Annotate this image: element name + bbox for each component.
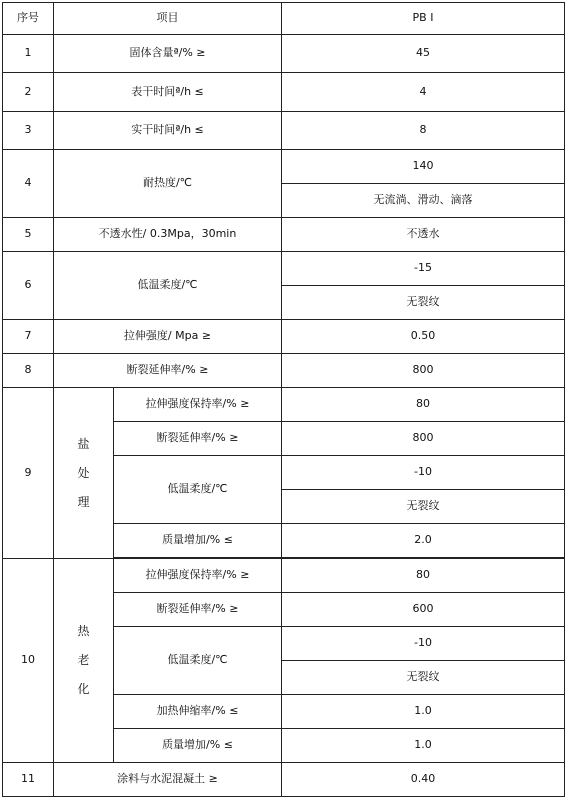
row-no: 6	[3, 252, 54, 320]
row-no: 2	[3, 73, 54, 112]
header-no: 序号	[3, 3, 54, 35]
sub-value: 600	[282, 593, 565, 627]
row-value: 不透水	[282, 218, 565, 252]
sub-value: 无裂纹	[282, 661, 565, 695]
row-item: 固体含量ª/% ≥	[54, 35, 282, 73]
row-no: 5	[3, 218, 54, 252]
row-no: 1	[3, 35, 54, 73]
table-row	[3, 112, 565, 150]
row-item: 拉伸强度/ Mpa ≥	[54, 320, 282, 354]
sub-item: 拉伸强度保持率/% ≥	[114, 388, 282, 422]
header-item: 项目	[54, 3, 282, 35]
table-row	[3, 320, 565, 354]
table-row	[3, 388, 565, 422]
row-no: 8	[3, 354, 54, 388]
row-value: -15	[282, 252, 565, 286]
row-item: 耐热度/℃	[54, 150, 282, 218]
row-item: 低温柔度/℃	[54, 252, 282, 320]
row-no: 11	[3, 763, 54, 797]
row-value: 无流淌、滑动、滴落	[282, 184, 565, 218]
sub-value: 无裂纹	[282, 490, 565, 524]
sub-value: 800	[282, 422, 565, 456]
row-value: 4	[282, 73, 565, 112]
row-no: 10	[3, 559, 54, 763]
sub-value: 1.0	[282, 695, 565, 729]
row-item: 断裂延伸率/% ≥	[54, 354, 282, 388]
row-value: 140	[282, 150, 565, 184]
row-item: 不透水性/ 0.3Mpa，30min	[54, 218, 282, 252]
sub-item: 加热伸缩率/% ≤	[114, 695, 282, 729]
sub-item: 低温柔度/℃	[114, 456, 282, 524]
row-no: 3	[3, 112, 54, 150]
sub-item: 低温柔度/℃	[114, 627, 282, 695]
spec-table	[2, 2, 565, 797]
sub-item: 质量增加/% ≤	[114, 729, 282, 763]
sub-value: 80	[282, 559, 565, 593]
header-value: PB I	[282, 3, 565, 35]
row-value: 0.50	[282, 320, 565, 354]
table-row	[3, 559, 565, 593]
row-item: 表干时间ª/h ≤	[54, 73, 282, 112]
row-value: 无裂纹	[282, 286, 565, 320]
row-no: 9	[3, 388, 54, 559]
row-item: 涂料与水泥混凝土 ≥	[54, 763, 282, 797]
sub-value: 2.0	[282, 524, 565, 558]
sub-item: 质量增加/% ≤	[114, 524, 282, 558]
table-row	[3, 763, 565, 797]
table-row	[3, 73, 565, 112]
row-no: 4	[3, 150, 54, 218]
table-row	[3, 218, 565, 252]
group-label: 热 老 化	[54, 559, 114, 763]
sub-value: 1.0	[282, 729, 565, 763]
sub-value: 80	[282, 388, 565, 422]
row-value: 8	[282, 112, 565, 150]
table-row	[3, 150, 565, 184]
sub-item: 断裂延伸率/% ≥	[114, 422, 282, 456]
row-no: 7	[3, 320, 54, 354]
sub-item: 断裂延伸率/% ≥	[114, 593, 282, 627]
row-value: 800	[282, 354, 565, 388]
row-value: 45	[282, 35, 565, 73]
header-row	[3, 3, 565, 35]
row-item: 实干时间ª/h ≤	[54, 112, 282, 150]
group-label: 盐 处 理	[54, 388, 114, 559]
sub-value: -10	[282, 456, 565, 490]
sub-value: -10	[282, 627, 565, 661]
table-row	[3, 354, 565, 388]
sub-item: 拉伸强度保持率/% ≥	[114, 559, 282, 593]
table-row	[3, 35, 565, 73]
table-row	[3, 252, 565, 286]
row-value: 0.40	[282, 763, 565, 797]
